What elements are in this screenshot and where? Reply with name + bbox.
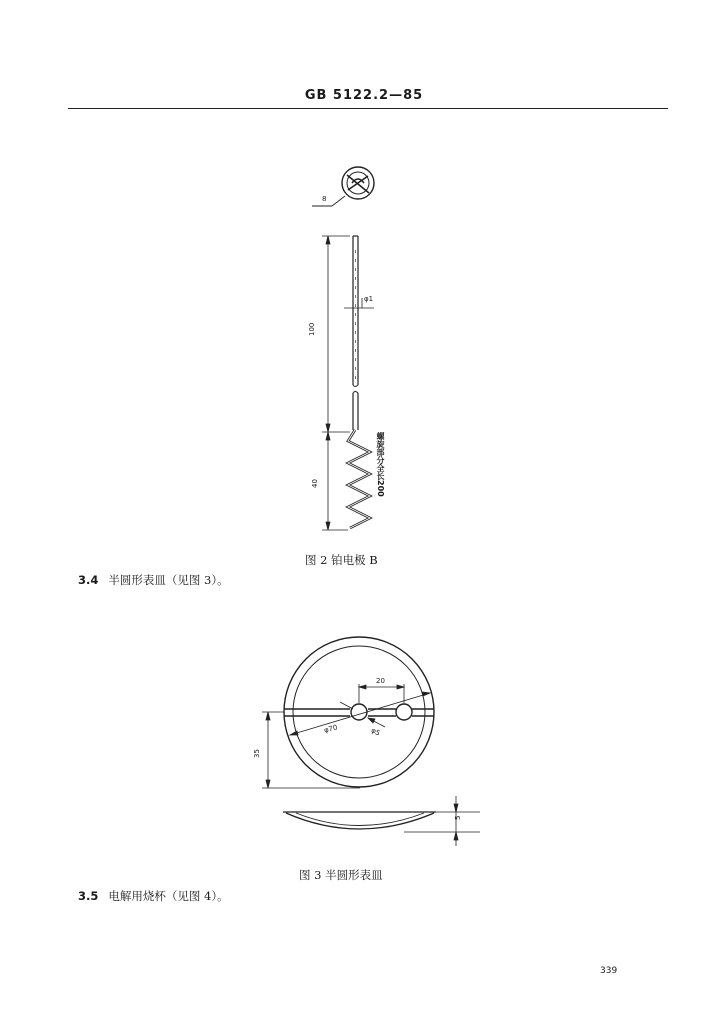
page-number: 339 [600,966,618,976]
diameter-label: φ70 [323,723,339,735]
offset-label: 20 [376,677,385,685]
straight-length-label: 100 [308,322,316,336]
wire-diameter-label: φ1 [364,295,374,303]
coil-note: 螺旋部分全长200 [376,432,385,497]
section-number: 3.4 [78,573,99,587]
dimension-offset-20 [359,684,404,703]
half-height-label: 35 [253,749,261,758]
dimension-diameter-70 [290,692,430,738]
section-3-5 [78,888,229,904]
depth-label: 5 [454,815,462,820]
dimension-depth-5 [404,796,480,846]
section-text: 电解用烧杯（见图 4）。 [108,889,229,903]
section-number: 3.5 [78,889,99,903]
section-text: 半圆形表皿（见图 3）。 [108,573,229,587]
dimension-hole-5 [340,702,385,727]
watch-glass-plan-view [284,637,434,787]
coil-length-label: 40 [311,479,319,488]
watch-glass-side-view [283,812,436,829]
figure-3-caption: 图 3 半圆形表皿 [299,868,383,882]
standard-code: GB 5122.2—85 [304,88,424,103]
hole-label: φ5 [369,726,382,738]
figure-2-caption: 图 2 铂电极 B [305,553,378,567]
detail-dimension-8: 8 [322,195,327,203]
